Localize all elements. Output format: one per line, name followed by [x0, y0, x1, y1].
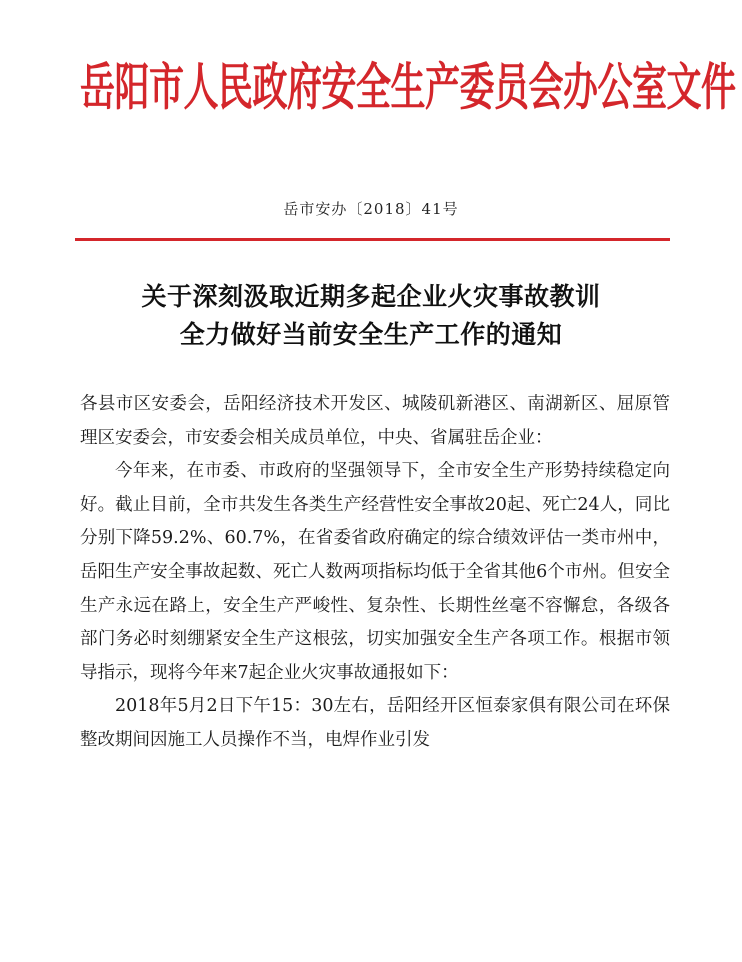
document-number: 岳市安办〔2018〕41号 [283, 200, 459, 218]
document-header-title: 岳阳市人民政府安全生产委员会办公室文件 [80, 59, 736, 118]
body-paragraph-2: 2018年5月2日下午15：30左右，岳阳经开区恒泰家俱有限公司在环保整改期间因施工人员操作不当，电焊作业引发 [80, 696, 670, 750]
header-divider-line [75, 238, 670, 241]
notice-title-line-1: 关于深刻汲取近期多起企业火灾事故教训 [141, 282, 601, 311]
document-body [80, 388, 670, 758]
notice-title-line-2: 全力做好当前安全生产工作的通知 [179, 320, 563, 349]
body-paragraph-1: 今年来，在市委、市政府的坚强领导下，全市安全生产形势持续稳定向好。截止目前，全市共发生各类生产经营性安全事故20起、死亡24人，同比分别下降59.2%、60.7%，在省委省政府确定的综合绩效评估一类市州中，岳阳生产安全事故起数、死亡人数两项指标均低于全省其他6个市州。但安全生产永远在路上，安全生产严峻性、复杂性、长期性丝毫不容懈怠，各级各部门务必时刻绷紧安全生产这根弦，切实加强安全生产各项工作。根据市领导指示，现将今年来7起企业火灾事故通报如下： [80, 461, 670, 683]
salutation-paragraph: 各县市区安委会，岳阳经济技术开发区、城陵矶新港区、南湖新区、屈原管理区安委会，市安委会相关成员单位，中央、省属驻岳企业： [80, 394, 670, 448]
